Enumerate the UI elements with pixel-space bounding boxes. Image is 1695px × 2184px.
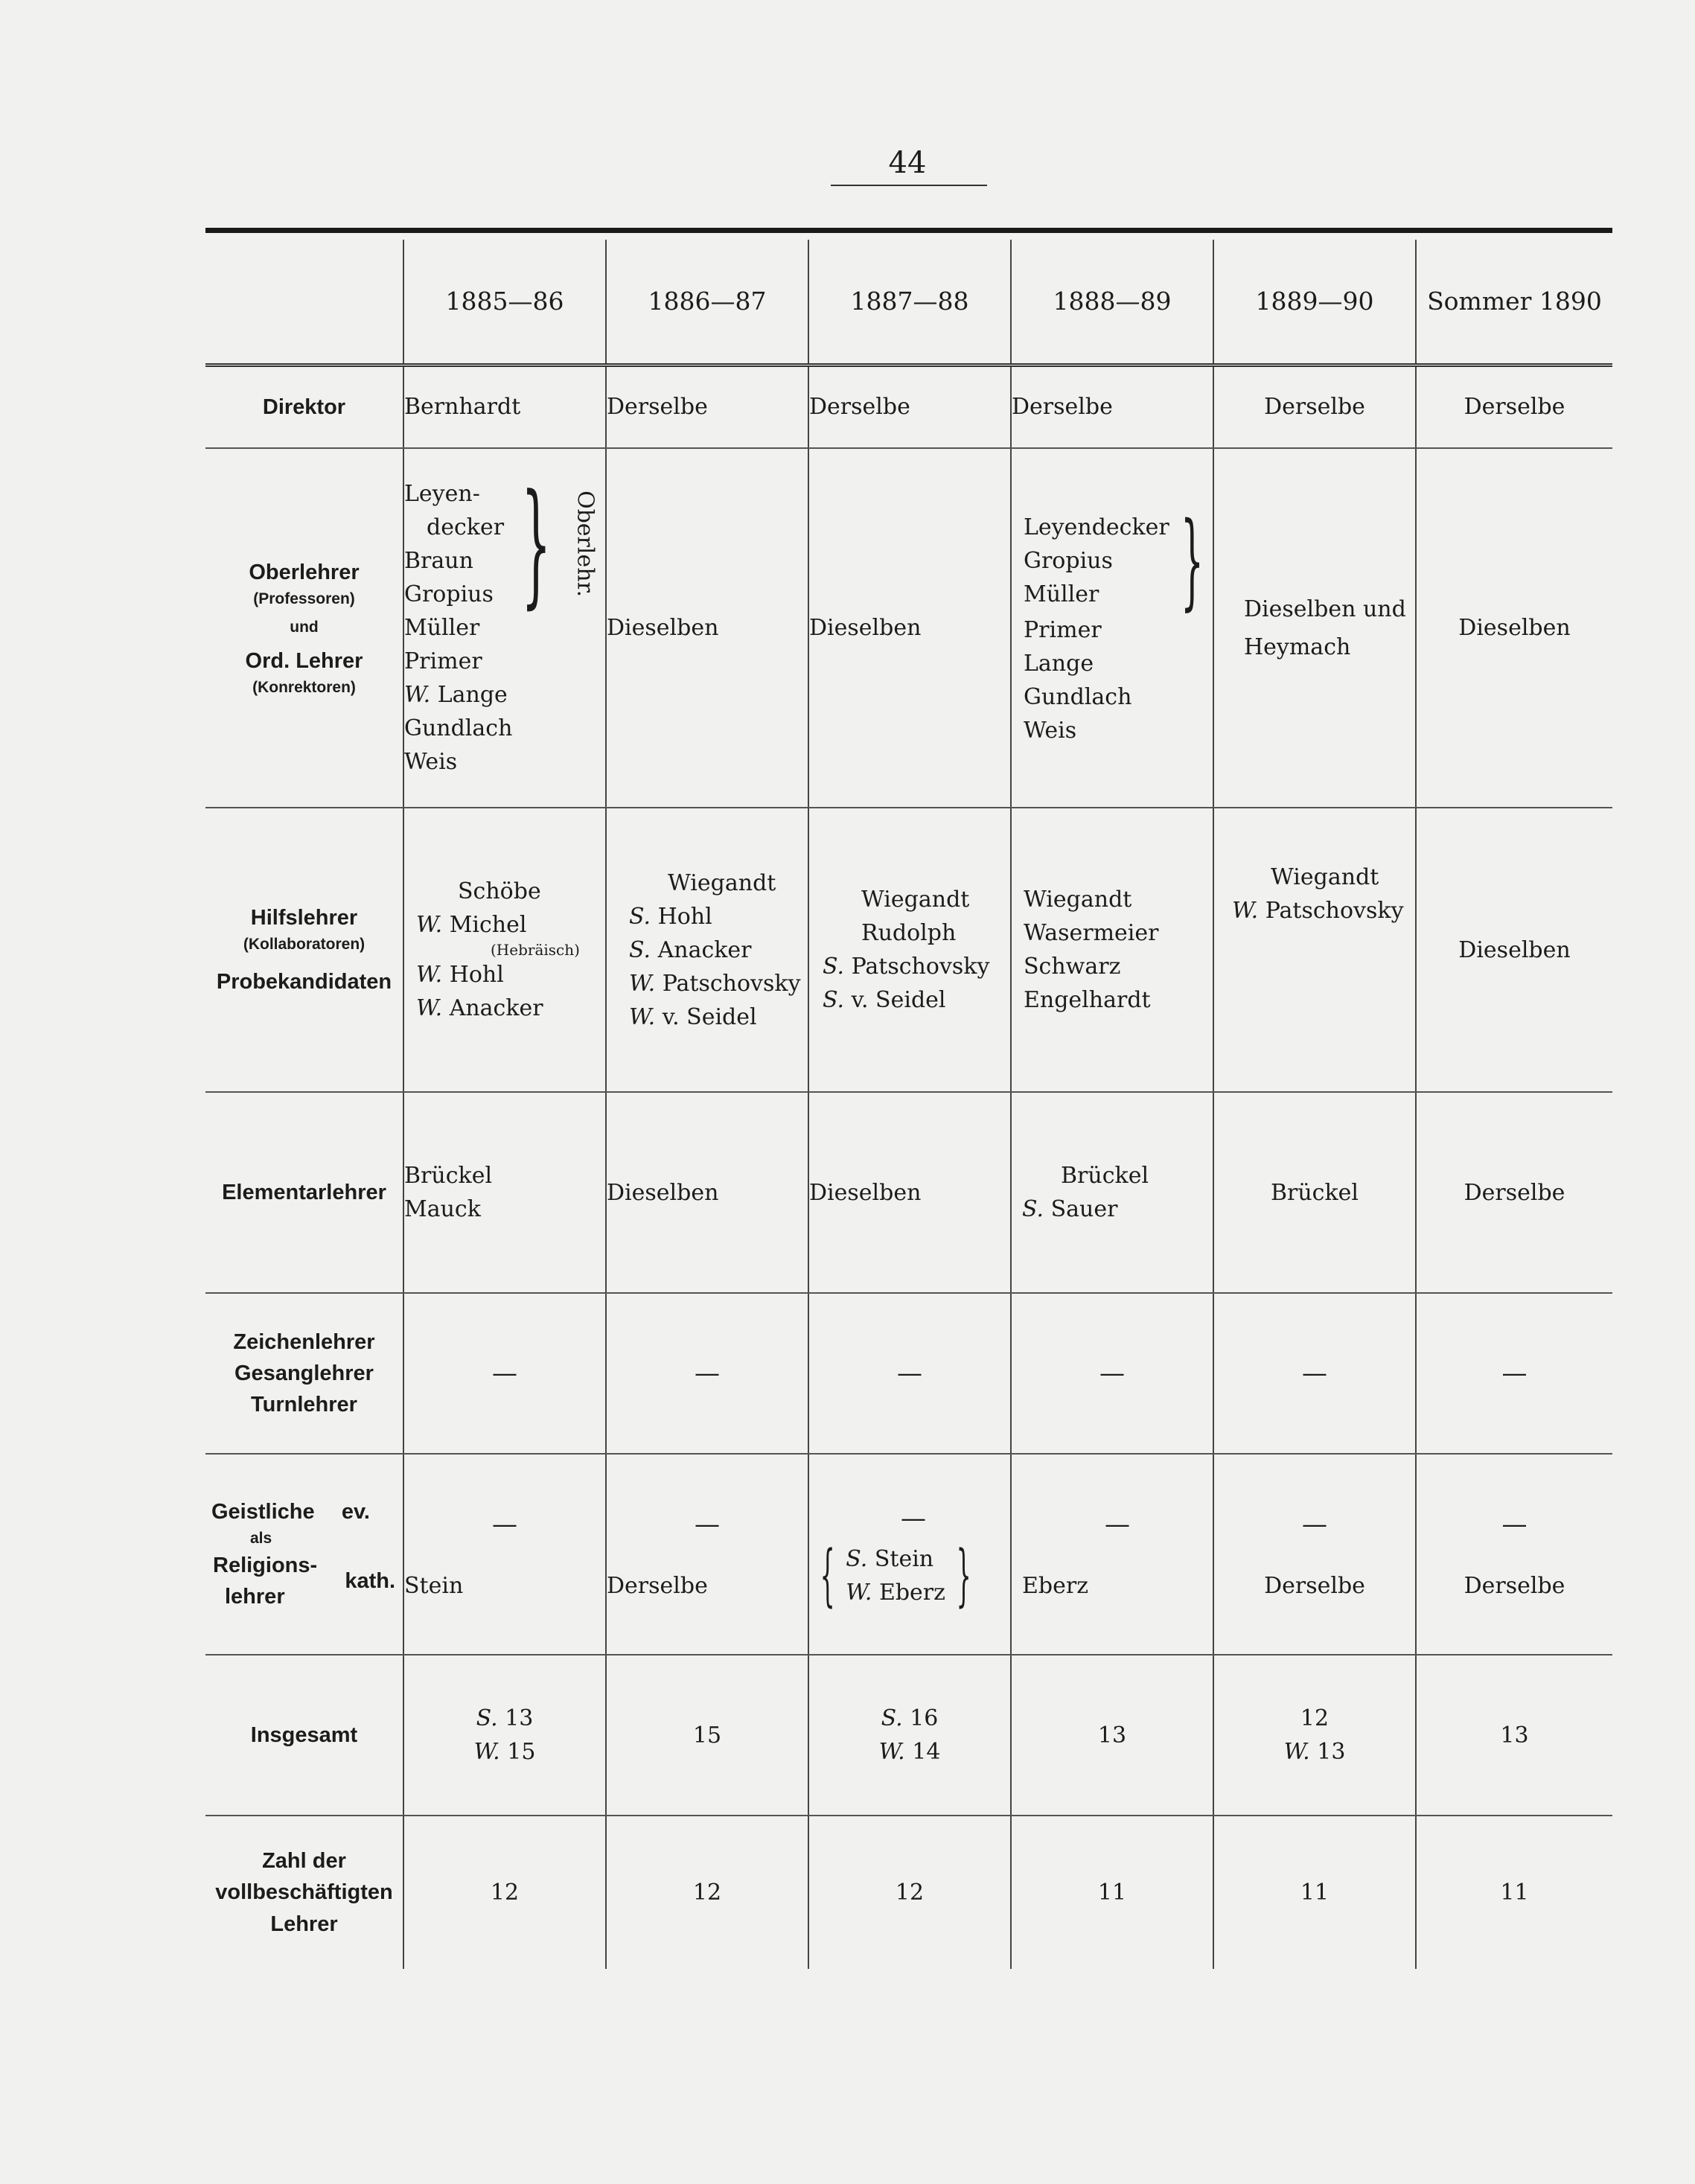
hilfslehrer-1889	[1213, 808, 1416, 1092]
right-brace: }	[521, 466, 552, 622]
column-header-1889-90: 1889—90	[1213, 240, 1416, 365]
name: Wiegandt	[1271, 864, 1379, 890]
value-line	[1214, 1702, 1415, 1735]
name-line	[823, 883, 1010, 916]
row-insgesamt	[205, 1655, 1612, 1816]
probekandidaten-label: Probekandidaten	[216, 970, 392, 994]
oberlehr-vertical-note: Oberlehr.	[572, 491, 598, 598]
name-line: Primer	[1024, 616, 1102, 643]
right-brace: }	[956, 1536, 971, 1615]
fachlehrer-1890: —	[1416, 1293, 1612, 1454]
prefix: S.	[823, 954, 845, 980]
name-line	[846, 1542, 945, 1576]
geistliche-1886	[606, 1454, 808, 1655]
name: Hohl	[449, 962, 504, 988]
prefix: S.	[629, 936, 651, 963]
prefix-w: W.	[404, 682, 431, 708]
ev-1888: —	[1105, 1510, 1130, 1539]
kath-1888: Eberz	[1022, 1573, 1089, 1599]
name-line	[629, 866, 808, 900]
header-corner	[205, 240, 403, 365]
value: 16	[910, 1705, 939, 1731]
geistliche-1885	[403, 1454, 606, 1655]
zahl-1888: 11	[1011, 1816, 1213, 1969]
name-line	[823, 983, 1010, 1017]
fachlehrer-1885: —	[403, 1293, 606, 1454]
value: 13	[1317, 1739, 1346, 1765]
zahl-1887: 12	[808, 1816, 1011, 1969]
konrektoren-label: (Konrektoren)	[252, 678, 356, 696]
prefix: W.	[416, 912, 443, 938]
row-label-direktor: Direktor	[205, 365, 403, 448]
name-line	[416, 875, 605, 908]
vollbeschaeftigten-label: vollbeschäftigten	[215, 1880, 393, 1905]
ev-1885: —	[492, 1510, 517, 1539]
name-line	[1232, 894, 1415, 927]
direktor-1885: Bernhardt	[403, 365, 606, 448]
name-line	[404, 678, 605, 712]
name-line: Schwarz	[1024, 954, 1121, 980]
value-line	[404, 1702, 605, 1735]
prefix: W.	[416, 962, 443, 988]
zahl-1885: 12	[403, 1816, 606, 1969]
value: 14	[912, 1739, 941, 1765]
elementar-1890: Derselbe	[1416, 1092, 1612, 1293]
name-line: Brückel	[1061, 1163, 1149, 1189]
kath-1887-group	[817, 1536, 974, 1615]
name: Patschovsky	[662, 970, 801, 997]
elementar-1887: Dieselben	[808, 1092, 1011, 1293]
row-label-elementarlehrer: Elementarlehrer	[205, 1092, 403, 1293]
row-elementarlehrer	[205, 1092, 1612, 1293]
top-rule	[205, 228, 1612, 233]
name-line	[629, 1000, 808, 1034]
row-oberlehrer	[205, 448, 1612, 808]
geistliche-1888	[1011, 1454, 1213, 1655]
page-number-rule	[831, 185, 987, 186]
prefix: W.	[846, 1579, 872, 1606]
name: Wiegandt	[861, 887, 970, 913]
value: 15	[507, 1739, 536, 1765]
lehrer-label: lehrer	[225, 1585, 285, 1609]
direktor-1887: Derselbe	[808, 365, 1011, 448]
geistliche-1890	[1416, 1454, 1612, 1655]
row-geistliche	[205, 1454, 1612, 1655]
name: Wiegandt	[668, 869, 776, 896]
name-line	[629, 900, 808, 933]
name-line: Müller	[404, 615, 480, 641]
kath-label: kath.	[345, 1569, 395, 1594]
name: Patschovsky	[851, 954, 990, 980]
gesanglehrer-label: Gesanglehrer	[234, 1361, 374, 1385]
name: Stein	[874, 1545, 934, 1572]
ev-1890: —	[1501, 1510, 1528, 1539]
prefix: W.	[629, 970, 656, 997]
name-line: Engelhardt	[1024, 987, 1151, 1013]
row-zahl-vollbeschaeftigt	[205, 1816, 1612, 1969]
oberlehrer-1886: Dieselben	[606, 448, 808, 808]
hilfslehrer-1886	[606, 808, 808, 1092]
value-line	[1214, 1735, 1415, 1769]
column-header-1886-87: 1886—87	[606, 240, 808, 365]
kath-1886: Derselbe	[607, 1573, 708, 1599]
value-line	[404, 1735, 605, 1769]
name: Lange	[437, 682, 508, 708]
insgesamt-1888: 13	[1011, 1655, 1213, 1816]
oberlehrer-1885	[403, 448, 606, 808]
value: 13	[505, 1705, 534, 1731]
name-line	[416, 992, 605, 1025]
religions-label: Religions-	[213, 1554, 318, 1578]
prefix: W.	[473, 1739, 500, 1765]
prefix: S.	[881, 1705, 903, 1731]
elementar-1885	[403, 1092, 606, 1293]
header-row	[205, 240, 1612, 365]
row-label-zahl	[205, 1816, 403, 1969]
insgesamt-1890: 13	[1416, 1655, 1612, 1816]
row-fachlehrer	[205, 1293, 1612, 1454]
zeichenlehrer-label: Zeichenlehrer	[233, 1329, 375, 1354]
name-line: Braun	[404, 548, 473, 574]
name-line: Leyendecker	[1024, 514, 1169, 540]
zahl-1889: 11	[1213, 1816, 1416, 1969]
geistliche-1887	[808, 1454, 1011, 1655]
geistliche-1889	[1213, 1454, 1416, 1655]
geistliche-ev-line	[205, 1496, 403, 1527]
column-header-1888-89: 1888—89	[1011, 240, 1213, 365]
prefix: S.	[1022, 1196, 1044, 1222]
direktor-1886: Derselbe	[606, 365, 808, 448]
name-line	[846, 1576, 945, 1609]
hilfslehrer-1885	[403, 808, 606, 1092]
name-line	[629, 967, 808, 1000]
elementar-1888	[1011, 1092, 1213, 1293]
row-hilfslehrer	[205, 808, 1612, 1092]
name-line: Heymach	[1244, 633, 1351, 660]
name: Hohl	[657, 903, 712, 930]
name: Sauer	[1050, 1196, 1118, 1222]
ord-lehrer-label: Ord. Lehrer	[245, 648, 363, 673]
name-line	[1022, 1192, 1213, 1226]
zahl-1890: 11	[1416, 1816, 1612, 1969]
column-header-1887-88: 1887—88	[808, 240, 1011, 365]
teacher-table	[205, 240, 1612, 1969]
hilfslehrer-1888	[1011, 808, 1213, 1092]
oberlehrer-1889	[1213, 448, 1416, 808]
ev-1889: —	[1302, 1510, 1327, 1539]
name-line	[823, 950, 1010, 983]
name: Rudolph	[861, 920, 957, 946]
oberlehrer-1885-braced-group	[404, 466, 602, 622]
direktor-1889: Derselbe	[1213, 365, 1416, 448]
row-label-hilfslehrer	[205, 808, 403, 1092]
name-line: Weis	[404, 749, 458, 775]
turnlehrer-label: Turnlehrer	[251, 1393, 357, 1417]
prefix: W.	[416, 995, 443, 1021]
row-label-fachlehrer	[205, 1293, 403, 1454]
value: 12	[1300, 1705, 1329, 1731]
oberlehrer-1888	[1011, 448, 1213, 808]
hilfslehrer-label: Hilfslehrer	[250, 905, 358, 930]
fachlehrer-1889: —	[1213, 1293, 1416, 1454]
ev-1886: —	[695, 1510, 720, 1539]
hebraisch-note: (Hebräisch)	[491, 941, 580, 959]
name-line: Gundlach	[404, 715, 513, 741]
name: Schöbe	[458, 878, 541, 904]
name-line: Wasermeier	[1024, 920, 1159, 946]
kath-1885: Stein	[404, 1573, 464, 1599]
fachlehrer-1886: —	[606, 1293, 808, 1454]
name: Anacker	[449, 995, 543, 1021]
name-line: Primer	[404, 648, 482, 674]
name-line	[1232, 860, 1415, 894]
name: Patschovsky	[1265, 898, 1404, 924]
name: Eberz	[878, 1579, 945, 1606]
prefix: W.	[878, 1739, 905, 1765]
name-line	[823, 916, 1010, 950]
hilfslehrer-1890: Dieselben	[1416, 808, 1612, 1092]
ev-label: ev.	[341, 1499, 370, 1524]
prefix: S.	[476, 1705, 498, 1731]
name: Anacker	[657, 936, 752, 963]
prefix: S.	[629, 903, 651, 930]
name-line: Lange	[1024, 650, 1094, 677]
insgesamt-1887	[808, 1655, 1011, 1816]
row-label-insgesamt: Insgesamt	[205, 1655, 403, 1816]
name-line: Gropius	[1024, 548, 1113, 574]
name: v. Seidel	[662, 1003, 757, 1030]
zahl-1886: 12	[606, 1816, 808, 1969]
row-label-oberlehrer	[205, 448, 403, 808]
left-brace: {	[820, 1536, 835, 1615]
oberlehrer-1890: Dieselben	[1416, 448, 1612, 808]
professoren-label: (Professoren)	[253, 590, 355, 607]
insgesamt-1885	[403, 1655, 606, 1816]
prefix: S.	[823, 987, 845, 1013]
elementar-1886: Dieselben	[606, 1092, 808, 1293]
fachlehrer-1888: —	[1011, 1293, 1213, 1454]
oberlehrer-label: Oberlehrer	[249, 560, 360, 584]
prefix: W.	[629, 1003, 656, 1030]
als-label: als	[250, 1529, 272, 1547]
prefix: S.	[846, 1545, 868, 1572]
name-line: Wiegandt	[1024, 887, 1132, 913]
insgesamt-1889	[1213, 1655, 1416, 1816]
value-line	[809, 1702, 1010, 1735]
name-line	[416, 908, 605, 942]
insgesamt-1886: 15	[606, 1655, 808, 1816]
name-line: Gropius	[404, 581, 494, 607]
oberlehrer-1887: Dieselben	[808, 448, 1011, 808]
page-number: 44	[888, 146, 927, 180]
prefix: W.	[1283, 1739, 1310, 1765]
hilfslehrer-1887	[808, 808, 1011, 1092]
name-line: Gundlach	[1024, 683, 1132, 710]
elementar-1889: Brückel	[1213, 1092, 1416, 1293]
value-line	[809, 1735, 1010, 1769]
column-header-1885-86: 1885—86	[403, 240, 606, 365]
lehrer-label: Lehrer	[270, 1912, 338, 1936]
direktor-1888: Derselbe	[1011, 365, 1213, 448]
ev-1887: —	[901, 1503, 926, 1533]
name-line: Müller	[1024, 581, 1099, 607]
zahl-der-label: Zahl der	[262, 1849, 346, 1874]
prefix: W.	[1232, 898, 1259, 924]
religionslehrer-kath-line	[205, 1550, 403, 1612]
name-line: Weis	[1024, 717, 1077, 744]
oberlehrer-1888-braced-group	[1024, 499, 1215, 622]
row-direktor	[205, 365, 1612, 448]
kath-1889: Derselbe	[1264, 1573, 1365, 1599]
name-line: Mauck	[404, 1196, 481, 1222]
name-line	[416, 958, 605, 992]
name-line: Leyen-	[404, 481, 480, 507]
und-label: und	[290, 619, 319, 636]
kollaboratoren-label: (Kollaboratoren)	[243, 935, 366, 953]
kath-1890: Derselbe	[1463, 1573, 1565, 1599]
row-label-geistliche	[205, 1454, 403, 1655]
name-line	[629, 933, 808, 967]
name: v. Seidel	[851, 987, 946, 1013]
fachlehrer-1887: —	[808, 1293, 1011, 1454]
name: Michel	[449, 912, 527, 938]
name-line: Dieselben und	[1244, 596, 1406, 622]
name-line: decker	[427, 514, 505, 540]
name-line: Brückel	[404, 1163, 493, 1189]
direktor-1890: Derselbe	[1416, 365, 1612, 448]
geistliche-label: Geistliche	[211, 1499, 315, 1524]
column-header-sommer-1890: Sommer 1890	[1416, 240, 1612, 365]
right-brace: }	[1180, 499, 1204, 622]
